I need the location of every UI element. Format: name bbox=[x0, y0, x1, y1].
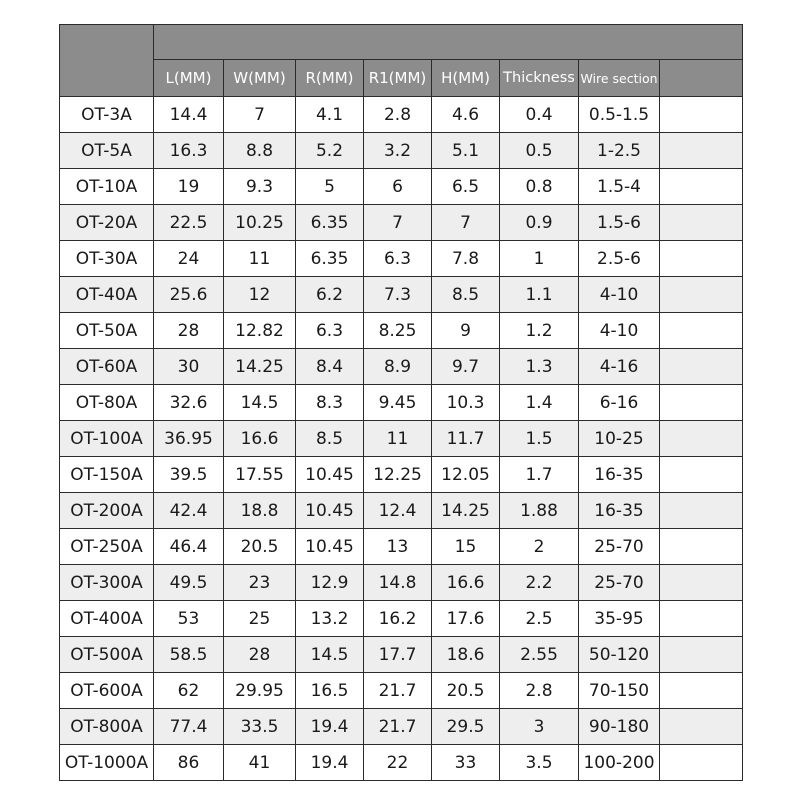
cell-wire-section: 70-150 bbox=[579, 673, 660, 709]
table-row bbox=[60, 277, 743, 313]
column-header-r1: R1(MM) bbox=[364, 60, 432, 97]
cell-r1: 17.7 bbox=[364, 637, 432, 673]
cell-h: 12.05 bbox=[432, 457, 500, 493]
cell-r1: 7 bbox=[364, 205, 432, 241]
cell-r: 14.5 bbox=[296, 637, 364, 673]
cell-h: 20.5 bbox=[432, 673, 500, 709]
cell-l: 30 bbox=[154, 349, 224, 385]
cell-w: 8.8 bbox=[224, 133, 296, 169]
cell-thickness: 2.55 bbox=[500, 637, 579, 673]
cell-r: 10.45 bbox=[296, 457, 364, 493]
cell-r: 12.9 bbox=[296, 565, 364, 601]
cell-wire-section: 6-16 bbox=[579, 385, 660, 421]
cell-thickness: 0.4 bbox=[500, 97, 579, 133]
table-row bbox=[60, 457, 743, 493]
cell-model: OT-1000A bbox=[60, 745, 154, 781]
cell-w: 18.8 bbox=[224, 493, 296, 529]
cell-thickness: 0.5 bbox=[500, 133, 579, 169]
cell-w: 14.5 bbox=[224, 385, 296, 421]
cell-r1: 2.8 bbox=[364, 97, 432, 133]
cell-thickness: 1.88 bbox=[500, 493, 579, 529]
cell-l: 22.5 bbox=[154, 205, 224, 241]
cell-model: OT-200A bbox=[60, 493, 154, 529]
cell-model: OT-600A bbox=[60, 673, 154, 709]
table-body bbox=[60, 97, 743, 781]
table-row bbox=[60, 493, 743, 529]
cell-w: 9.3 bbox=[224, 169, 296, 205]
cell-wire-section: 16-35 bbox=[579, 457, 660, 493]
cell-thickness: 2 bbox=[500, 529, 579, 565]
cell-wire-section: 1-2.5 bbox=[579, 133, 660, 169]
cell-model: OT-250A bbox=[60, 529, 154, 565]
cell-r1: 8.25 bbox=[364, 313, 432, 349]
cell-blank bbox=[660, 709, 743, 745]
cell-blank bbox=[660, 97, 743, 133]
cell-h: 9.7 bbox=[432, 349, 500, 385]
column-header-r: R(MM) bbox=[296, 60, 364, 97]
cell-w: 33.5 bbox=[224, 709, 296, 745]
cell-wire-section: 1.5-4 bbox=[579, 169, 660, 205]
cell-wire-section: 90-180 bbox=[579, 709, 660, 745]
cell-blank bbox=[660, 385, 743, 421]
cell-l: 14.4 bbox=[154, 97, 224, 133]
cell-model: OT-500A bbox=[60, 637, 154, 673]
cell-r1: 14.8 bbox=[364, 565, 432, 601]
cell-l: 36.95 bbox=[154, 421, 224, 457]
cell-r: 8.3 bbox=[296, 385, 364, 421]
cell-wire-section: 4-10 bbox=[579, 277, 660, 313]
cell-r: 13.2 bbox=[296, 601, 364, 637]
cell-w: 41 bbox=[224, 745, 296, 781]
header-band-row bbox=[60, 25, 743, 60]
column-header-thickness: Thickness bbox=[500, 60, 579, 97]
cell-thickness: 0.9 bbox=[500, 205, 579, 241]
table-row bbox=[60, 205, 743, 241]
cell-r1: 21.7 bbox=[364, 709, 432, 745]
cell-r: 6.2 bbox=[296, 277, 364, 313]
cell-r1: 21.7 bbox=[364, 673, 432, 709]
cell-h: 14.25 bbox=[432, 493, 500, 529]
column-header-row bbox=[60, 60, 743, 97]
table-row bbox=[60, 745, 743, 781]
cell-r: 19.4 bbox=[296, 745, 364, 781]
cell-thickness: 2.8 bbox=[500, 673, 579, 709]
cell-r: 10.45 bbox=[296, 493, 364, 529]
cell-r1: 12.25 bbox=[364, 457, 432, 493]
column-header-w: W(MM) bbox=[224, 60, 296, 97]
cell-model: OT-800A bbox=[60, 709, 154, 745]
cell-r1: 3.2 bbox=[364, 133, 432, 169]
cell-h: 15 bbox=[432, 529, 500, 565]
cell-w: 16.6 bbox=[224, 421, 296, 457]
cell-blank bbox=[660, 457, 743, 493]
cell-wire-section: 4-10 bbox=[579, 313, 660, 349]
cell-thickness: 1.5 bbox=[500, 421, 579, 457]
cell-thickness: 2.2 bbox=[500, 565, 579, 601]
cell-w: 25 bbox=[224, 601, 296, 637]
cell-r: 10.45 bbox=[296, 529, 364, 565]
cell-wire-section: 0.5-1.5 bbox=[579, 97, 660, 133]
cell-r1: 6.3 bbox=[364, 241, 432, 277]
table-row bbox=[60, 133, 743, 169]
cell-model: OT-400A bbox=[60, 601, 154, 637]
cell-r1: 22 bbox=[364, 745, 432, 781]
cell-w: 28 bbox=[224, 637, 296, 673]
table-row bbox=[60, 385, 743, 421]
cell-l: 77.4 bbox=[154, 709, 224, 745]
cell-h: 9 bbox=[432, 313, 500, 349]
cell-thickness: 0.8 bbox=[500, 169, 579, 205]
cell-wire-section: 10-25 bbox=[579, 421, 660, 457]
cell-wire-section: 25-70 bbox=[579, 565, 660, 601]
cell-model: OT-150A bbox=[60, 457, 154, 493]
cell-blank bbox=[660, 313, 743, 349]
cell-l: 24 bbox=[154, 241, 224, 277]
cell-l: 16.3 bbox=[154, 133, 224, 169]
cell-r1: 16.2 bbox=[364, 601, 432, 637]
table-row bbox=[60, 637, 743, 673]
cell-l: 25.6 bbox=[154, 277, 224, 313]
cell-w: 10.25 bbox=[224, 205, 296, 241]
cell-r1: 12.4 bbox=[364, 493, 432, 529]
table-row bbox=[60, 313, 743, 349]
cell-w: 12.82 bbox=[224, 313, 296, 349]
cell-model: OT-300A bbox=[60, 565, 154, 601]
cell-l: 42.4 bbox=[154, 493, 224, 529]
cell-r1: 11 bbox=[364, 421, 432, 457]
cell-blank bbox=[660, 745, 743, 781]
cell-blank bbox=[660, 241, 743, 277]
cell-w: 11 bbox=[224, 241, 296, 277]
cell-r: 8.5 bbox=[296, 421, 364, 457]
cell-thickness: 1.7 bbox=[500, 457, 579, 493]
cell-r: 6.3 bbox=[296, 313, 364, 349]
cell-h: 10.3 bbox=[432, 385, 500, 421]
cell-thickness: 1 bbox=[500, 241, 579, 277]
cell-blank bbox=[660, 133, 743, 169]
spec-table bbox=[59, 24, 743, 781]
cell-thickness: 2.5 bbox=[500, 601, 579, 637]
cell-w: 14.25 bbox=[224, 349, 296, 385]
cell-thickness: 1.4 bbox=[500, 385, 579, 421]
cell-w: 23 bbox=[224, 565, 296, 601]
cell-wire-section: 50-120 bbox=[579, 637, 660, 673]
cell-r: 4.1 bbox=[296, 97, 364, 133]
cell-wire-section: 35-95 bbox=[579, 601, 660, 637]
cell-thickness: 1.2 bbox=[500, 313, 579, 349]
cell-wire-section: 4-16 bbox=[579, 349, 660, 385]
cell-l: 39.5 bbox=[154, 457, 224, 493]
cell-thickness: 3.5 bbox=[500, 745, 579, 781]
cell-h: 29.5 bbox=[432, 709, 500, 745]
cell-h: 16.6 bbox=[432, 565, 500, 601]
column-header-blank bbox=[660, 60, 743, 97]
cell-h: 7.8 bbox=[432, 241, 500, 277]
table-row bbox=[60, 565, 743, 601]
header-band bbox=[154, 25, 743, 60]
cell-model: OT-10A bbox=[60, 169, 154, 205]
cell-r: 5 bbox=[296, 169, 364, 205]
cell-h: 33 bbox=[432, 745, 500, 781]
cell-l: 19 bbox=[154, 169, 224, 205]
table-row bbox=[60, 241, 743, 277]
cell-wire-section: 1.5-6 bbox=[579, 205, 660, 241]
table-row bbox=[60, 97, 743, 133]
cell-h: 5.1 bbox=[432, 133, 500, 169]
cell-blank bbox=[660, 277, 743, 313]
cell-blank bbox=[660, 205, 743, 241]
cell-r1: 13 bbox=[364, 529, 432, 565]
cell-model: OT-20A bbox=[60, 205, 154, 241]
cell-r1: 7.3 bbox=[364, 277, 432, 313]
cell-l: 86 bbox=[154, 745, 224, 781]
table-row bbox=[60, 529, 743, 565]
cell-thickness: 1.1 bbox=[500, 277, 579, 313]
cell-h: 11.7 bbox=[432, 421, 500, 457]
cell-l: 53 bbox=[154, 601, 224, 637]
cell-r1: 9.45 bbox=[364, 385, 432, 421]
cell-h: 18.6 bbox=[432, 637, 500, 673]
cell-model: OT-30A bbox=[60, 241, 154, 277]
cell-w: 12 bbox=[224, 277, 296, 313]
cell-model: OT-3A bbox=[60, 97, 154, 133]
cell-l: 46.4 bbox=[154, 529, 224, 565]
cell-blank bbox=[660, 421, 743, 457]
cell-l: 62 bbox=[154, 673, 224, 709]
cell-wire-section: 2.5-6 bbox=[579, 241, 660, 277]
cell-blank bbox=[660, 673, 743, 709]
cell-r: 6.35 bbox=[296, 205, 364, 241]
cell-r1: 6 bbox=[364, 169, 432, 205]
cell-blank bbox=[660, 493, 743, 529]
cell-model: OT-5A bbox=[60, 133, 154, 169]
cell-r: 16.5 bbox=[296, 673, 364, 709]
cell-blank bbox=[660, 529, 743, 565]
cell-wire-section: 25-70 bbox=[579, 529, 660, 565]
cell-r1: 8.9 bbox=[364, 349, 432, 385]
header-corner-cell bbox=[60, 25, 154, 97]
cell-thickness: 1.3 bbox=[500, 349, 579, 385]
cell-model: OT-100A bbox=[60, 421, 154, 457]
cell-wire-section: 100-200 bbox=[579, 745, 660, 781]
cell-model: OT-50A bbox=[60, 313, 154, 349]
cell-r: 8.4 bbox=[296, 349, 364, 385]
cell-blank bbox=[660, 169, 743, 205]
cell-w: 17.55 bbox=[224, 457, 296, 493]
cell-h: 6.5 bbox=[432, 169, 500, 205]
table-row bbox=[60, 349, 743, 385]
cell-blank bbox=[660, 565, 743, 601]
cell-thickness: 3 bbox=[500, 709, 579, 745]
cell-h: 8.5 bbox=[432, 277, 500, 313]
cell-h: 17.6 bbox=[432, 601, 500, 637]
cell-h: 7 bbox=[432, 205, 500, 241]
cell-wire-section: 16-35 bbox=[579, 493, 660, 529]
cell-l: 32.6 bbox=[154, 385, 224, 421]
cell-r: 6.35 bbox=[296, 241, 364, 277]
cell-l: 28 bbox=[154, 313, 224, 349]
cell-model: OT-60A bbox=[60, 349, 154, 385]
cell-l: 49.5 bbox=[154, 565, 224, 601]
table-row bbox=[60, 169, 743, 205]
table-row bbox=[60, 421, 743, 457]
cell-model: OT-80A bbox=[60, 385, 154, 421]
table-row bbox=[60, 601, 743, 637]
cell-r: 5.2 bbox=[296, 133, 364, 169]
cell-h: 4.6 bbox=[432, 97, 500, 133]
column-header-l: L(MM) bbox=[154, 60, 224, 97]
cell-blank bbox=[660, 637, 743, 673]
cell-w: 29.95 bbox=[224, 673, 296, 709]
cell-blank bbox=[660, 349, 743, 385]
cell-r: 19.4 bbox=[296, 709, 364, 745]
table-row bbox=[60, 709, 743, 745]
cell-w: 20.5 bbox=[224, 529, 296, 565]
cell-blank bbox=[660, 601, 743, 637]
table-row bbox=[60, 673, 743, 709]
column-header-h: H(MM) bbox=[432, 60, 500, 97]
cell-w: 7 bbox=[224, 97, 296, 133]
cell-l: 58.5 bbox=[154, 637, 224, 673]
cell-model: OT-40A bbox=[60, 277, 154, 313]
column-header-wire-section: Wire section bbox=[579, 60, 660, 97]
